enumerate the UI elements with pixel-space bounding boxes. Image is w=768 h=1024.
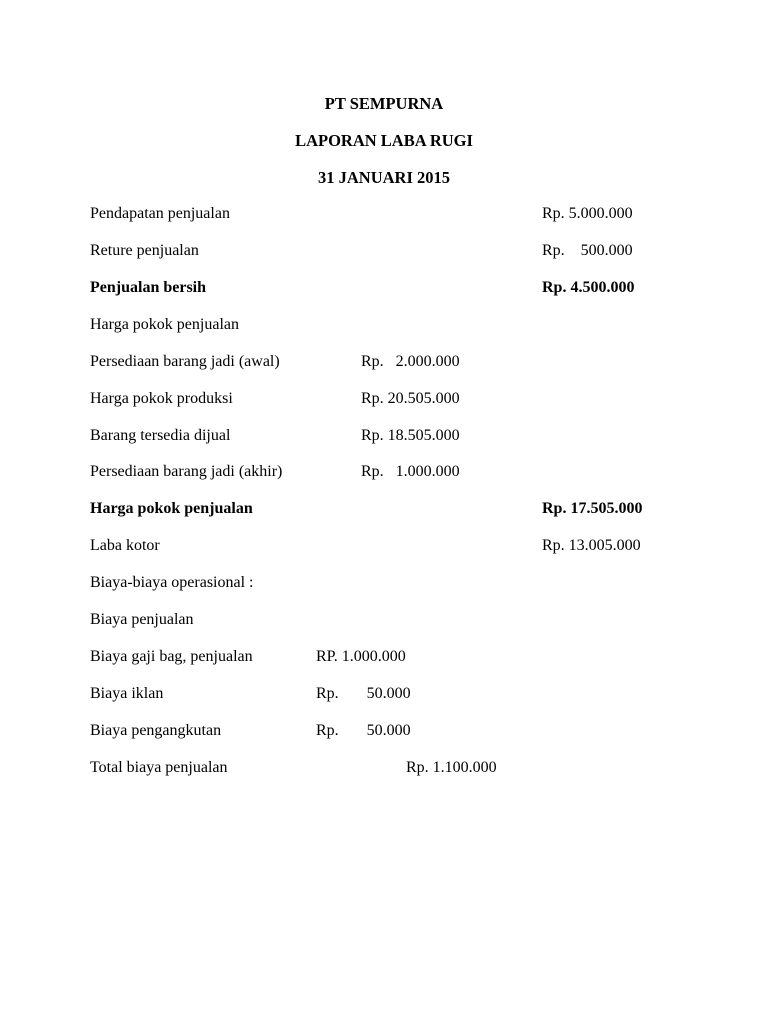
row-label-total-biaya-penjualan: Total biaya penjualan (90, 759, 228, 776)
row-amount-biaya-gaji: RP. 1.000.000 (316, 648, 406, 665)
row-amount-harga-pokok-produksi: Rp. 20.505.000 (361, 390, 460, 407)
row-amount-harga-pokok-penjualan-total: Rp. 17.505.000 (542, 500, 643, 517)
row-label-penjualan-bersih: Penjualan bersih (90, 279, 207, 296)
row-amount-persediaan-akhir: Rp. 1.000.000 (361, 463, 460, 480)
row-label-biaya-penjualan-header: Biaya penjualan (90, 611, 194, 628)
row-label-biaya-operasional: Biaya-biaya operasional : (90, 574, 254, 591)
report-date: 31 JANUARI 2015 (318, 168, 450, 187)
row-amount-pendapatan-penjualan: Rp. 5.000.000 (542, 205, 633, 222)
company-name: PT SEMPURNA (324, 94, 444, 113)
row-label-reture-penjualan: Reture penjualan (90, 242, 199, 259)
report-title: LAPORAN LABA RUGI (295, 131, 473, 150)
row-amount-biaya-pengangkutan: Rp. 50.000 (316, 722, 411, 739)
row-amount-persediaan-awal: Rp. 2.000.000 (361, 353, 460, 370)
row-label-harga-pokok-penjualan-header: Harga pokok penjualan (90, 316, 239, 333)
row-label-biaya-gaji: Biaya gaji bag, penjualan (90, 648, 253, 665)
row-amount-biaya-iklan: Rp. 50.000 (316, 685, 411, 702)
row-label-persediaan-awal: Persediaan barang jadi (awal) (90, 353, 280, 370)
row-label-persediaan-akhir: Persediaan barang jadi (akhir) (90, 463, 283, 480)
row-label-pendapatan-penjualan: Pendapatan penjualan (90, 205, 230, 222)
row-amount-barang-tersedia-dijual: Rp. 18.505.000 (361, 427, 460, 444)
row-amount-total-biaya-penjualan: Rp. 1.100.000 (406, 759, 497, 776)
row-label-barang-tersedia-dijual: Barang tersedia dijual (90, 427, 231, 444)
row-amount-reture-penjualan: Rp. 500.000 (542, 242, 633, 259)
row-label-harga-pokok-penjualan-total: Harga pokok penjualan (90, 500, 253, 517)
row-label-biaya-pengangkutan: Biaya pengangkutan (90, 722, 222, 739)
row-amount-laba-kotor: Rp. 13.005.000 (542, 537, 641, 554)
row-label-laba-kotor: Laba kotor (90, 537, 160, 554)
row-label-biaya-iklan: Biaya iklan (90, 685, 164, 702)
row-amount-penjualan-bersih: Rp. 4.500.000 (542, 279, 635, 296)
row-label-harga-pokok-produksi: Harga pokok produksi (90, 390, 233, 407)
